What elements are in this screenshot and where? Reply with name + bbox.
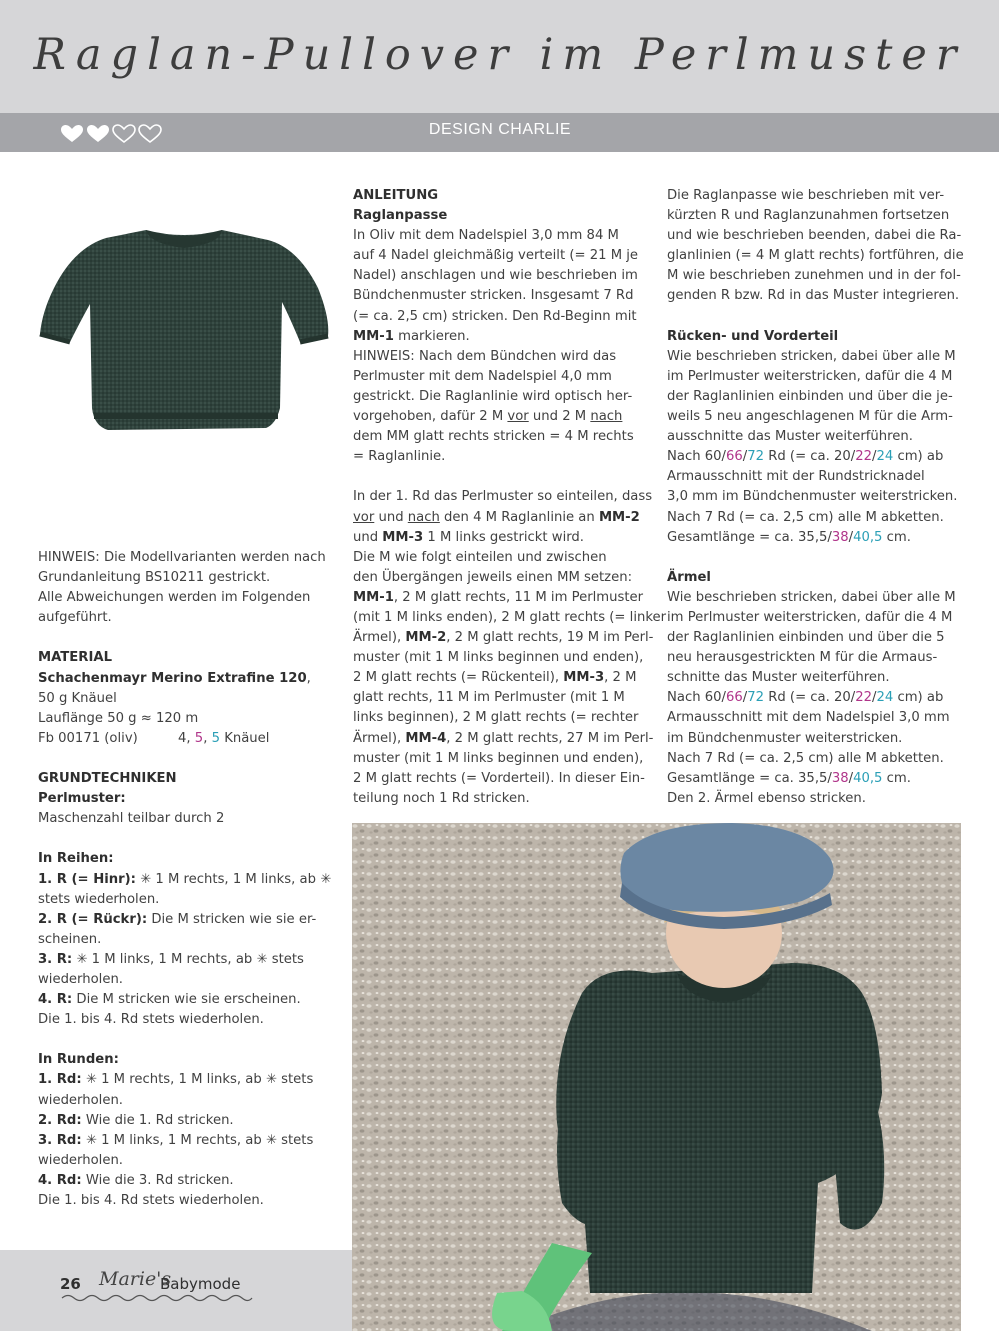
text-line: glanlinien (= 4 M glatt rechts) fortführen, die [667,248,964,264]
raglan-heading: Raglanpasse [353,208,448,224]
text-line: muster (mit 1 M links beginnen und enden), [353,650,644,666]
text-line: kürzten R und Raglanzunahmen fortsetzen [667,208,950,224]
text-line: Wie beschrieben stricken, dabei über alle M [667,348,956,364]
heart-filled-icon [86,124,110,144]
row-4: 4. R: Die M stricken wie sie erscheinen. [38,992,301,1008]
text-line: Armausschnitt mit der Rundstricknadel [667,469,925,485]
design-subtitle: DESIGN CHARLIE [428,121,572,138]
row-2: 2. R (= Rückr): Die M stricken wie sie er- [38,911,317,927]
heart-filled-icon [60,124,84,144]
round-1: 1. Rd: ✳ 1 M rechts, 1 M links, ab ✳ stets [38,1072,314,1088]
text-line: In der 1. Rd das Perlmuster so einteilen, dass [353,489,653,505]
text-line: Bündchenmuster stricken. Insgesamt 7 Rd [353,288,634,304]
row-1: 1. R (= Hinr): ✳ 1 M rechts, 1 M links, ab ✳ [38,871,332,887]
difficulty-rating [60,124,162,144]
sweater-product-photo [36,218,332,440]
page-number: 26 [60,1275,81,1293]
text-line: Ärmel), MM-4, 2 M glatt rechts, 27 M im Perl- [353,730,654,746]
text-line: gestrickt. Die Raglanlinie wird optisch her- [353,388,633,404]
instructions-heading: ANLEITUNG [353,188,439,203]
rows-repeat: Die 1. bis 4. Rd stets wiederholen. [38,1012,264,1028]
text-line: den Übergängen jeweils einen MM setzen: [353,569,633,585]
round-3: 3. Rd: ✳ 1 M links, 1 M rechts, ab ✳ stets [38,1132,314,1148]
text-line: Wie beschrieben stricken, dabei über alle M [667,589,956,605]
round-3-cont: wiederholen. [38,1152,123,1168]
text-line: der Raglanlinien einbinden und über die je- [667,388,953,404]
child-photo-illustration [352,823,961,1331]
magazine-logo-name: Babymode [160,1275,241,1293]
text-line: Gesamtlänge = ca. 35,5/38/40,5 cm. [667,770,911,786]
row-2-cont: scheinen. [38,931,102,947]
heart-outline-icon [112,124,136,144]
text-line: = Raglanlinie. [353,449,446,465]
left-column: HINWEIS: Die Modellvarianten werden nach Grundanleitung BS10211 gestrickt. Alle Abweichungen werden im Folgenden aufgeführt. MATERIAL Schachenmayr Merino Extrafine 120, 50 g Knäuel Lauflänge 50 g ≈ 120 m Fb 00171 (oliv) 4, 5, 5 Knäuel GRUNDTECHNIKEN Perlmuster: Maschenzahl teilbar durch 2 In Reihen: 1. R (= Hinr): ✳ 1 M rechts, 1 M links, ab ✳ stets wiederholen. 2. R (= Rückr): Die M stricken wie sie er- scheinen. 3. R: ✳ 1 M links, 1 M rechts, ab ✳ stets wiederholen. 4. R: Die M stricken wie sie erscheinen. Die 1. bis 4. Rd stets wiederholen. In Runden: 1. Rd: ✳ 1 M rechts, 1 M links, ab ✳ stets wiederholen. 2. Rd: Wie die 1. Rd stricken. 3. Rd: ✳ 1 M links, 1 M rechts, ab ✳ stets wiederholen. 4. Rd: Wie die 3. Rd stricken. Die 1. bis 4. Rd stets wiederholen. [38,548,334,1211]
text-line: Perlmuster mit dem Nadelspiel 4,0 mm [353,368,612,384]
text-line: In Oliv mit dem Nadelspiel 3,0 mm 84 M [353,228,619,244]
text-line: vor und nach den 4 M Raglanlinie an MM-2 [353,509,640,525]
text-line: Nach 7 Rd (= ca. 2,5 cm) alle M abketten. [667,509,944,525]
text-line: MM-1, 2 M glatt rechts, 11 M im Perlmuster [353,589,644,605]
round-4: 4. Rd: Wie die 3. Rd stricken. [38,1172,234,1188]
text-line: 3,0 mm im Bündchenmuster weiterstricken. [667,489,958,505]
text-line: schnitte das Muster weiterführen. [667,670,890,686]
text-line: Die Raglanpasse wie beschrieben mit ver- [667,188,945,203]
text-line: dem MM glatt rechts stricken = 4 M rechts [353,429,634,445]
text-line: im Perlmuster weiterstricken, dafür die 4 M [667,368,953,384]
stitch-count: Maschenzahl teilbar durch 2 [38,811,225,827]
text-line: Gesamtlänge = ca. 35,5/38/40,5 cm. [667,529,911,545]
text-line: genden R bzw. Rd in das Muster integrieren. [667,288,960,304]
back-front-heading: Rücken- und Vorderteil [667,328,839,344]
text-line: und wie beschrieben beenden, dabei die Ra- [667,228,962,244]
right-column [667,186,962,809]
yarn-length: Lauflänge 50 g ≈ 120 m [38,710,199,726]
hint-text: Grundanleitung BS10211 gestrickt. [38,570,271,586]
text-line: links beginnen), 2 M glatt rechts (= rechter [353,710,639,726]
text-line: 2 M glatt rechts (= Rückenteil), MM-3, 2 M [353,670,637,686]
text-line: Nach 7 Rd (= ca. 2,5 cm) alle M abketten. [667,750,944,766]
text-line: MM-1 markieren. [353,328,470,344]
rounds-repeat: Die 1. bis 4. Rd stets wiederholen. [38,1193,264,1208]
round-2: 2. Rd: Wie die 1. Rd stricken. [38,1112,234,1128]
text-line: vorgehoben, dafür 2 M vor und 2 M nach [353,409,623,425]
text-line: Den 2. Ärmel ebenso stricken. [667,790,866,806]
text-line: Nach 60/66/72 Rd (= ca. 20/22/24 cm) ab [667,690,944,706]
text-line: 2 M glatt rechts (= Vorderteil). In dieser Ein- [353,770,645,786]
yarn-color-quantity: Fb 00171 (oliv) 4, 5, 5 Knäuel [38,730,270,746]
text-line: im Perlmuster weiterstricken, dafür die 4 M [667,609,953,625]
row-3: 3. R: ✳ 1 M links, 1 M rechts, ab ✳ stets [38,951,304,967]
row-3-cont: wiederholen. [38,971,123,987]
text-line: HINWEIS: Nach dem Bündchen wird das [353,348,617,364]
sleeves-heading: Ärmel [667,569,711,585]
magazine-logo-underline [60,1292,254,1304]
magazine-logo-script: Marie's [99,1268,172,1290]
heart-outline-icon [138,124,162,144]
techniques-heading: GRUNDTECHNIKEN [38,771,177,787]
child-wearing-sweater-photo [352,823,961,1331]
text-line: Nadel) anschlagen und wie beschrieben im [353,268,638,284]
text-line: Nach 60/66/72 Rd (= ca. 20/22/24 cm) ab [667,449,944,465]
yarn-name: Schachenmayr Merino Extrafine 120 [38,670,307,686]
round-1-cont: wiederholen. [38,1092,123,1108]
text-line: weils 5 neu angeschlagenen M für die Arm- [667,409,953,425]
row-1-cont: stets wiederholen. [38,891,160,907]
text-line: M wie beschrieben zunehmen und in der fol- [667,268,961,284]
hint-text: HINWEIS: Die Modellvarianten werden nach [38,550,326,565]
text-line: auf 4 Nadel gleichmäßig verteilt (= 21 M je [353,248,639,264]
text-line: (= ca. 2,5 cm) stricken. Den Rd-Beginn mit [353,308,637,324]
material-heading: MATERIAL [38,650,112,666]
text-line: Armausschnitt mit dem Nadelspiel 3,0 mm [667,710,950,726]
page-title: Raglan-Pullover im Perlmuster [33,30,966,80]
text-line: teilung noch 1 Rd stricken. [353,790,530,806]
rows-heading: In Reihen: [38,851,114,867]
hint-text: Alle Abweichungen werden im Folgenden [38,590,311,606]
text-line: im Bündchenmuster weiterstricken. [667,730,903,746]
text-line: (mit 1 M links enden), 2 M glatt rechts (= linker [353,609,667,625]
text-line: neu herausgestrickten M für die Armaus- [667,650,938,666]
yarn-weight: 50 g Knäuel [38,690,117,706]
hint-text: aufgeführt. [38,610,112,626]
text-line: der Raglanlinien einbinden und über die 5 [667,630,945,646]
text-line: glatt rechts, 11 M im Perlmuster (mit 1 M [353,690,625,706]
perlmuster-heading: Perlmuster: [38,791,126,807]
middle-column [353,186,667,809]
rounds-heading: In Runden: [38,1052,119,1068]
text-line: Die M wie folgt einteilen und zwischen [353,549,607,565]
text-line: und MM-3 1 M links gestrickt wird. [353,529,584,545]
text-line: muster (mit 1 M links beginnen und enden), [353,750,644,766]
text-line: ausschnitte das Muster weiterführen. [667,429,913,445]
text-line: Ärmel), MM-2, 2 M glatt rechts, 19 M im Perl- [353,630,654,646]
